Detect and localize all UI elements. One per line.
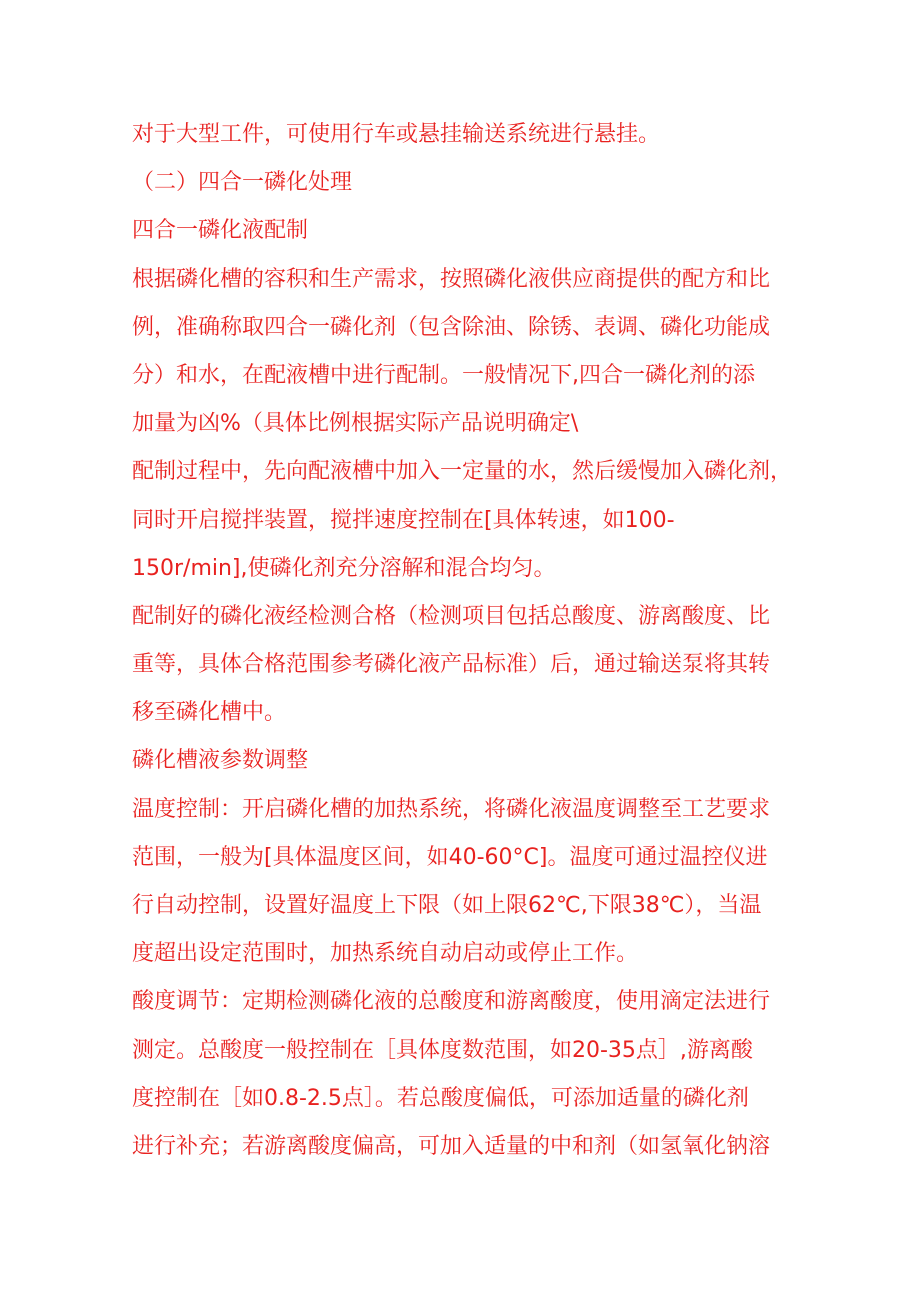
- subsection-heading: 四合一磷化液配制: [132, 218, 309, 244]
- text-line: 加量为凶%（具体比例根据实际产品说明确定\: [132, 411, 579, 437]
- text-line: 测定。总酸度一般控制在［具体度数范围，如20-35点］,游离酸: [132, 1037, 753, 1063]
- text-line: 温度控制：开启磷化槽的加热系统，将磷化液温度调整至工艺要求: [132, 796, 771, 822]
- text-line: 根据磷化槽的容积和生产需求，按照磷化液供应商提供的配方和比: [132, 266, 771, 292]
- text-line: 移至磷化槽中。: [132, 700, 287, 726]
- text-line: 例，准确称取四合一磷化剂（包含除油、除锈、表调、磷化功能成: [132, 314, 771, 340]
- text-line: 配制过程中，先向配液槽中加入一定量的水，然后缓慢加入磷化剂，: [132, 459, 793, 485]
- text-line: 重等，具体合格范围参考磷化液产品标准）后，通过输送泵将其转: [132, 652, 771, 678]
- text-line: 进行补充；若游离酸度偏高，可加入适量的中和剂（如氢氧化钠溶: [132, 1133, 771, 1159]
- subsection-heading: 磷化槽液参数调整: [132, 748, 309, 774]
- text-line: 分）和水，在配液槽中进行配制。一般情况下,四合一磷化剂的添: [132, 362, 755, 388]
- text-line: 对于大型工件，可使用行车或悬挂输送系统进行悬挂。: [132, 122, 661, 147]
- text-line: 度超出设定范围时，加热系统自动启动或停止工作。: [132, 941, 639, 967]
- text-line: 度控制在［如0.8-2.5点］。若总酸度偏低，可添加适量的磷化剂: [132, 1085, 749, 1111]
- text-line: 150r/min],使磷化剂充分溶解和混合均匀。: [132, 555, 556, 581]
- section-heading: （二）四合一磷化处理: [132, 170, 353, 196]
- text-line: 范围，一般为[具体温度区间，如40-60°C]。温度可通过温控仪进: [132, 844, 768, 870]
- text-line: 配制好的磷化液经检测合格（检测项目包括总酸度、游离酸度、比: [132, 603, 771, 629]
- text-line: 行自动控制，设置好温度上下限（如上限62℃,下限38℃），当温: [132, 893, 762, 918]
- text-line: 同时开启搅拌装置，搅拌速度控制在[具体转速，如100-: [132, 507, 675, 533]
- text-line: 酸度调节：定期检测磷化液的总酸度和游离酸度，使用滴定法进行: [132, 989, 771, 1015]
- document-body: [132, 111, 800, 1171]
